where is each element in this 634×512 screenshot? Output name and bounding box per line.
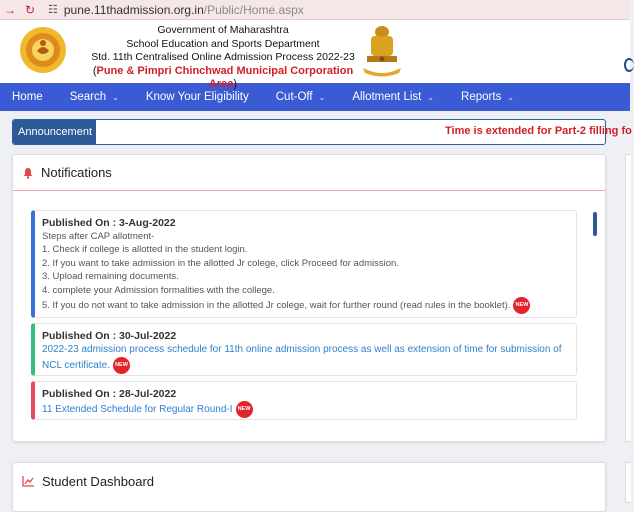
notification-text-line: 2. If you want to take admission in the allotted Jr colege, click Proceed for admission. — [42, 257, 399, 269]
notification-link[interactable]: 11 Extended Schedule for Regular Round-I NEW — [42, 401, 569, 418]
chevron-down-icon: ⌄ — [318, 92, 326, 102]
notifications-title: Notifications — [41, 165, 112, 180]
chevron-down-icon: ⌄ — [112, 92, 119, 102]
notification-date: Published On : 30-Jul-2022 — [42, 330, 177, 342]
right-card-edge — [625, 154, 631, 442]
nav-home[interactable]: Home — [12, 91, 43, 103]
header-area-line: (Pune & Pimpri Chinchwad Municipal Corporation Area) — [92, 64, 354, 90]
notification-item — [31, 381, 577, 420]
notification-item — [31, 210, 577, 318]
reload-icon[interactable]: ↻ — [24, 2, 36, 17]
header-line-2: School Education and Sports Department — [126, 37, 320, 50]
header-line-1: Government of Maharashtra — [157, 24, 289, 36]
new-badge-icon: NEW — [513, 297, 530, 314]
notification-text-line: Steps after CAP allotment- — [42, 231, 155, 242]
nav-know-your-eligibility[interactable]: Know Your Eligibility — [145, 91, 249, 103]
browser-address-bar — [0, 0, 630, 20]
notification-link[interactable]: 2022-23 admission process schedule for 11th online admission process as well as extension of time for submission of — [42, 344, 562, 355]
nav-search[interactable]: Search ⌄ — [69, 91, 119, 103]
maharashtra-seal-icon — [18, 23, 68, 78]
notifications-header — [13, 155, 605, 191]
student-dashboard-header — [13, 463, 605, 499]
nav-cut-off[interactable]: Cut-Off ⌄ — [275, 91, 326, 103]
notification-text-line: 1. Check if college is allotted in the student login. — [42, 244, 248, 256]
forward-arrow-icon[interactable]: → — [4, 2, 16, 17]
student-dashboard-title: Student Dashboard — [42, 473, 155, 489]
new-badge-icon: NEW — [236, 401, 253, 418]
site-info-icon[interactable]: ☷ — [48, 4, 58, 16]
notification-text-line: 5. If you do not want to take admission in the allotted Jr colege, wait for further round (read rules in the booklet). NEW — [42, 297, 569, 314]
header-title-block — [78, 24, 368, 92]
bell-icon — [22, 167, 34, 179]
chevron-down-icon: ⌄ — [507, 92, 515, 102]
notification-date: Published On : 28-Jul-2022 — [42, 388, 177, 400]
site-header — [0, 20, 630, 90]
right-card-edge — [625, 462, 631, 503]
chevron-down-icon: ⌄ — [427, 92, 435, 102]
notification-link[interactable]: NCL certificate. NEW — [42, 357, 569, 374]
header-line-3: Std. 11th Centralised Online Admission Process 2022-23 — [91, 51, 355, 63]
url-text[interactable]: pune.11thadmission.org.in/Public/Home.aspx — [63, 2, 304, 17]
student-dashboard-card — [12, 462, 606, 512]
ashoka-emblem-icon — [357, 22, 407, 78]
partner-logo-edge — [624, 58, 634, 72]
nav-allotment-list[interactable]: Allotment List ⌄ — [352, 91, 435, 103]
notification-text-line: 3. Upload remaining documents. — [42, 271, 179, 283]
notification-date: Published On : 3-Aug-2022 — [42, 217, 176, 229]
scrollbar-thumb[interactable] — [593, 212, 597, 236]
announcement-bar — [12, 119, 632, 145]
notification-item — [31, 323, 577, 376]
notification-text-line: 4. complete your Admission formalities with the college. — [42, 284, 275, 296]
notifications-card — [12, 154, 606, 442]
announcement-marquee-text[interactable]: Time is extended for Part-2 filling fo — [445, 125, 632, 137]
line-chart-icon — [22, 475, 35, 487]
new-badge-icon: NEW — [113, 357, 130, 374]
nav-reports[interactable]: Reports ⌄ — [461, 91, 515, 103]
announcement-label: Announcement — [13, 120, 96, 144]
